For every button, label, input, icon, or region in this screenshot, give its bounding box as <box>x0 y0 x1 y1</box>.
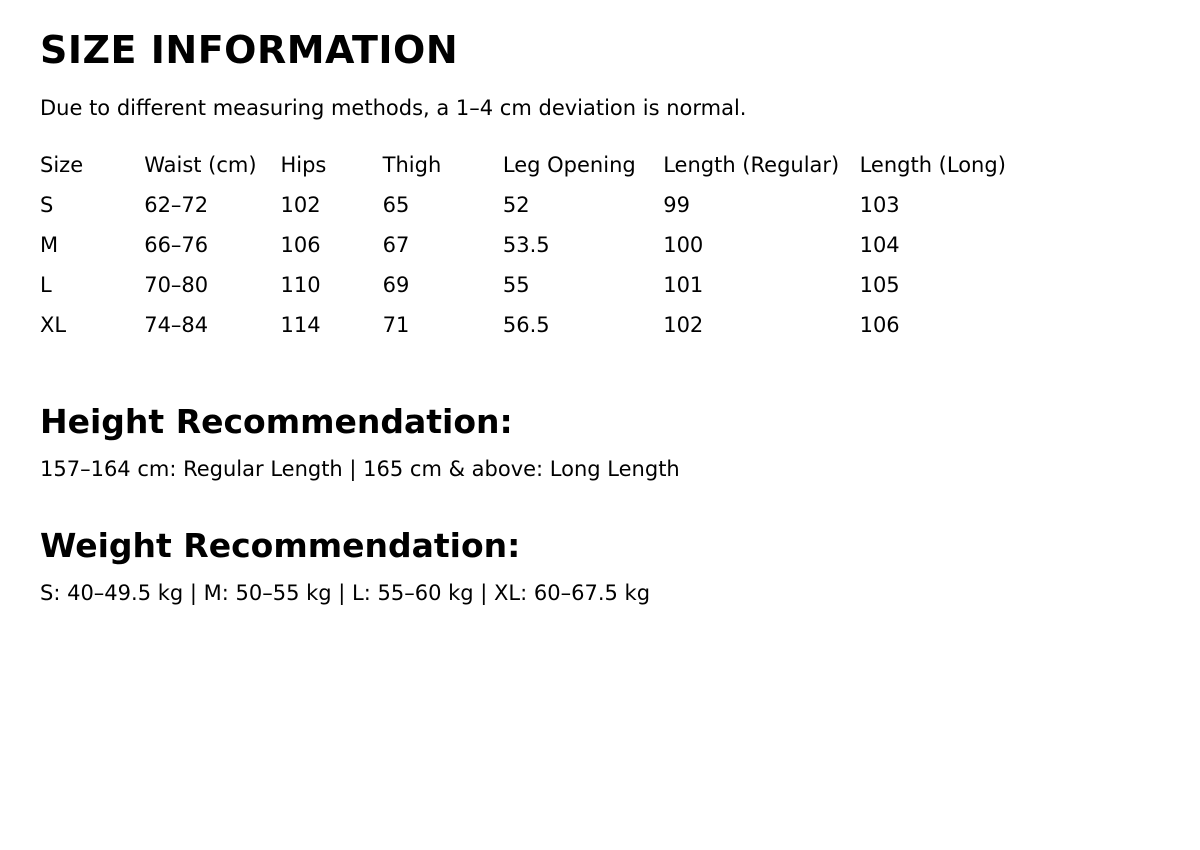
column-header-thigh: Thigh <box>382 152 442 177</box>
column-header-length-regular: Length (Regular) <box>663 152 840 177</box>
weight-recommendation-section <box>40 525 1160 608</box>
height-recommendation-section <box>40 401 1160 484</box>
measurement-note: Due to different measuring methods, a 1–4 cm deviation is normal. <box>40 96 747 121</box>
height-recommendation-text: 157–164 cm: Regular Length | 165 cm & above: Long Length <box>40 456 680 481</box>
cell-length-long: 104 <box>859 232 900 257</box>
table-row <box>40 265 1060 305</box>
cell-length-regular: 100 <box>663 232 704 257</box>
cell-length-long: 105 <box>859 272 900 297</box>
cell-waist: 74–84 <box>144 312 209 337</box>
cell-thigh: 67 <box>382 232 410 257</box>
cell-length-long: 103 <box>859 192 900 217</box>
cell-waist: 62–72 <box>144 192 209 217</box>
cell-hips: 106 <box>280 232 321 257</box>
cell-size: XL <box>40 312 67 337</box>
table-row <box>40 185 1060 225</box>
column-header-size: Size <box>40 152 84 177</box>
cell-length-regular: 102 <box>663 312 704 337</box>
cell-leg-opening: 52 <box>502 192 530 217</box>
table-header-row <box>40 145 1060 185</box>
cell-hips: 110 <box>280 272 321 297</box>
cell-thigh: 65 <box>382 192 410 217</box>
size-chart-table <box>40 145 1060 345</box>
cell-waist: 66–76 <box>144 232 209 257</box>
cell-length-long: 106 <box>859 312 900 337</box>
cell-hips: 102 <box>280 192 321 217</box>
cell-size: M <box>40 232 59 257</box>
cell-leg-opening: 56.5 <box>502 312 550 337</box>
cell-thigh: 69 <box>382 272 410 297</box>
column-header-leg-opening: Leg Opening <box>502 152 636 177</box>
weight-recommendation-heading: Weight Recommendation: <box>40 526 521 566</box>
cell-leg-opening: 53.5 <box>502 232 550 257</box>
table-row <box>40 305 1060 345</box>
column-header-hips: Hips <box>280 152 327 177</box>
cell-leg-opening: 55 <box>502 272 530 297</box>
table-row <box>40 225 1060 265</box>
cell-size: S <box>40 192 54 217</box>
cell-size: L <box>40 272 52 297</box>
column-header-length-long: Length (Long) <box>859 152 1006 177</box>
height-recommendation-heading: Height Recommendation: <box>40 401 513 441</box>
cell-length-regular: 99 <box>663 192 690 217</box>
cell-length-regular: 101 <box>663 272 704 297</box>
cell-waist: 70–80 <box>144 272 209 297</box>
page-title: SIZE INFORMATION <box>40 28 459 72</box>
weight-recommendation-text: S: 40–49.5 kg | M: 50–55 kg | L: 55–60 kg | XL: 60–67.5 kg <box>40 581 651 606</box>
column-header-waist: Waist (cm) <box>144 152 257 177</box>
cell-thigh: 71 <box>382 312 410 337</box>
cell-hips: 114 <box>280 312 321 337</box>
